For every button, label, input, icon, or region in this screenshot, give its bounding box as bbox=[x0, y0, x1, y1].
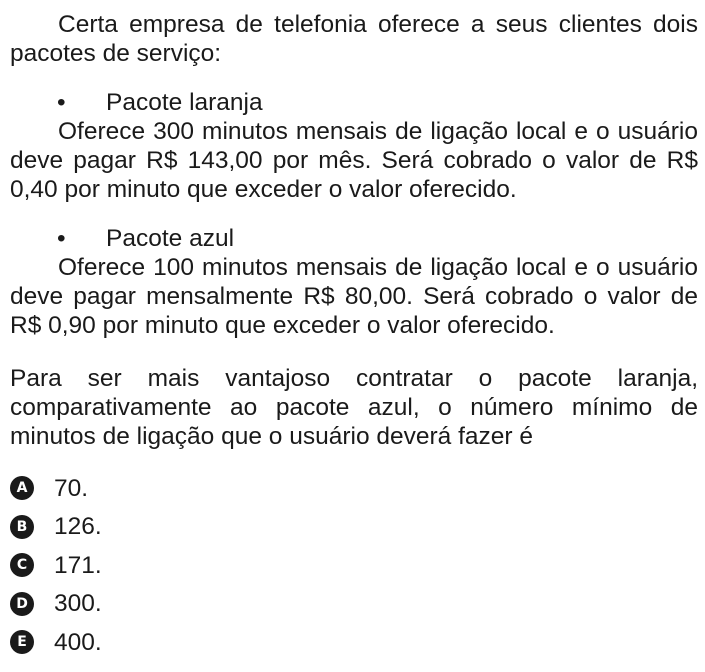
option-a[interactable] bbox=[10, 469, 698, 508]
question-text: Para ser mais vantajoso contratar o pacote laranja, comparativamente ao pacote azul, o número mínimo de minutos de ligação que o usuário deverá fazer é bbox=[10, 365, 698, 450]
option-c[interactable] bbox=[10, 546, 698, 585]
option-text: 400. bbox=[54, 628, 102, 656]
answer-options bbox=[10, 469, 698, 662]
option-text: 70. bbox=[54, 474, 89, 502]
package-name-blue: Pacote azul bbox=[106, 225, 235, 252]
intro-paragraph: Certa empresa de telefonia oferece a seus clientes dois pacotes de serviço: bbox=[10, 11, 698, 67]
option-letter-d-icon: D bbox=[10, 592, 34, 616]
bullet-icon: • bbox=[57, 225, 66, 252]
package-description-orange: Oferece 300 minutos mensais de ligação local e o usuário deve pagar R$ 143,00 por mês. Será cobrado o valor de R$ 0,40 por minuto que exceder o valor oferecido. bbox=[10, 118, 698, 203]
option-letter-e-icon: E bbox=[10, 630, 34, 654]
option-text: 171. bbox=[54, 551, 102, 579]
package-heading-blue bbox=[10, 224, 698, 253]
package-heading-orange bbox=[10, 88, 698, 117]
option-b[interactable] bbox=[10, 508, 698, 547]
package-description-blue: Oferece 100 minutos mensais de ligação local e o usuário deve pagar mensalmente R$ 80,00. Será cobrado o valor de R$ 0,90 por minuto que exceder o valor oferecido. bbox=[10, 254, 698, 339]
option-text: 126. bbox=[54, 513, 102, 541]
option-letter-c-icon: C bbox=[10, 553, 34, 577]
option-e[interactable] bbox=[10, 623, 698, 662]
option-letter-a-icon: A bbox=[10, 476, 34, 500]
bullet-icon: • bbox=[57, 89, 66, 116]
question-document bbox=[10, 10, 698, 662]
package-name-orange: Pacote laranja bbox=[106, 89, 263, 116]
option-d[interactable] bbox=[10, 585, 698, 624]
option-text: 300. bbox=[54, 590, 102, 618]
option-letter-b-icon: B bbox=[10, 515, 34, 539]
